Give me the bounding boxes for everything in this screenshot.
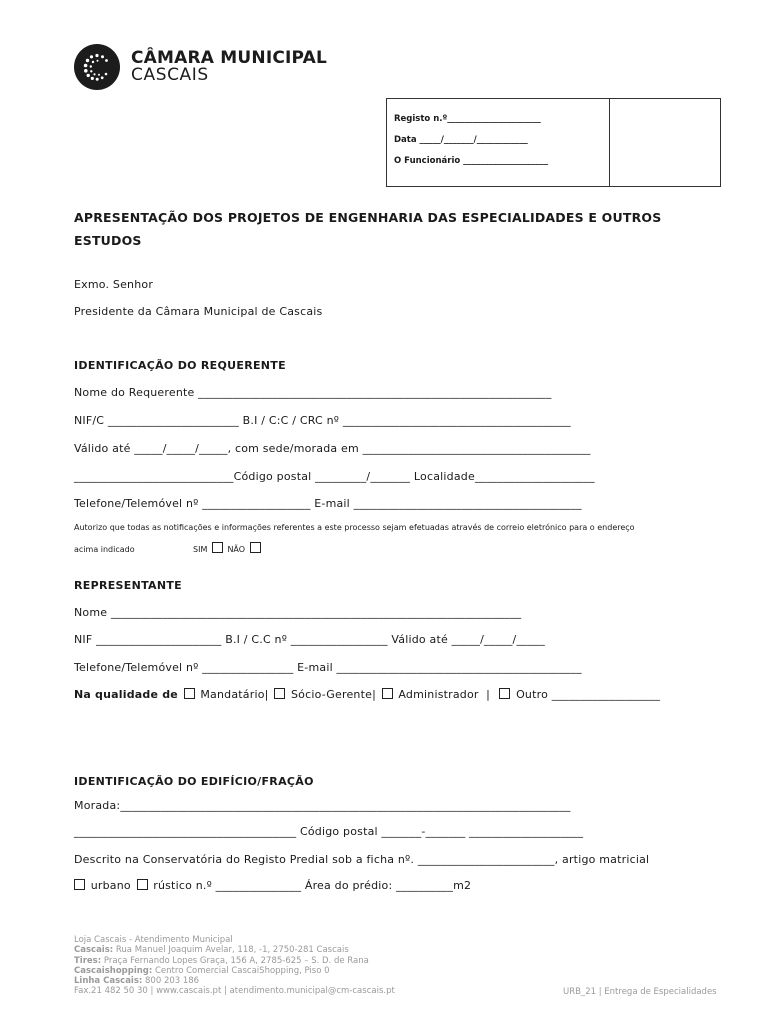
qualidade-row [74,688,660,701]
sim-label: SIM [193,545,208,554]
representante-nif-field[interactable]: NIF ______________________ B.I / C.C nº _________________ Válido até _____/_____/_____ [74,633,545,646]
requerente-valido-field[interactable]: Válido até _____/_____/_____, com sede/morada em ________________________________________ [74,442,591,455]
registo-predial-field[interactable]: Descrito na Conservatória do Registo Predial sob a ficha nº. ________________________, artigo matricial [74,853,650,866]
recipient: Presidente da Câmara Municipal de Cascais [74,305,323,318]
footer-contacts [74,935,395,997]
section-heading-edificio: IDENTIFICAÇÃO DO EDIFÍCIO/FRAÇÃO [74,775,314,788]
socio-gerente-label: Sócio-Gerente| [290,688,376,701]
section-heading-representante: REPRESENTANTE [74,579,182,592]
mandatario-checkbox[interactable] [184,688,195,699]
requerente-nome-field[interactable]: Nome do Requerente ______________________________________________________________ [74,386,552,399]
nao-checkbox[interactable] [250,542,261,553]
requerente-telefone-field[interactable]: Telefone/Telemóvel nº ___________________ E-mail ________________________________________ [74,497,582,510]
edificio-morada-field[interactable]: Morada:_______________________________________________________________________________ [74,799,571,812]
urbano-checkbox[interactable] [74,879,85,890]
outro-field[interactable]: Outro ___________________ [516,688,661,701]
nao-label: NÃO [227,545,246,554]
cascais-logo-icon [74,44,120,90]
separator: | [486,688,490,701]
registry-employee: O Funcionário ____________________ [394,156,549,166]
footer-fax: Fax.21 482 50 30 | www.cascais.pt | atendimento.municipal@cm-cascais.pt [74,986,395,997]
registry-number: Registo n.º______________________ [394,114,541,124]
document-reference: URB_21 | Entrega de Especialidades [563,987,717,997]
rustico-checkbox[interactable] [137,879,148,890]
requerente-nif-field[interactable]: NIF/C _______________________ B.I / C:C / CRC nº ________________________________________ [74,414,571,427]
greeting: Exmo. Senhor [74,278,154,291]
sim-checkbox[interactable] [212,542,223,553]
registry-divider [609,99,610,186]
logo-title: CÂMARA MUNICIPAL [131,48,328,68]
qualidade-label: Na qualidade de [74,688,178,701]
document-title-line1: APRESENTAÇÃO DOS PROJETOS DE ENGENHARIA DAS ESPECIALIDADES E OUTROS [74,210,662,225]
footer-loja: Loja Cascais - Atendimento Municipal [74,935,233,945]
email-authorization-text: Autorizo que todas as notificações e informações referentes a este processo sejam efetuadas através de correio eletrónico para o endereço [74,523,635,532]
mandatario-label: Mandatário| [200,688,269,701]
outro-checkbox[interactable] [499,688,510,699]
logo-subtitle: CASCAIS [131,65,209,85]
footer-linha: Linha Cascais: 800 203 186 [74,976,200,987]
registry-date: Data _____/_______/____________ [394,135,528,145]
section-heading-requerente: IDENTIFICAÇÃO DO REQUERENTE [74,359,286,372]
rustico-field[interactable]: rústico n.º _______________ Área do prédio: __________m2 [153,879,472,892]
requerente-codigo-field[interactable]: ____________________________Código postal _________/_______ Localidade_____________________ [74,470,595,483]
administrador-checkbox[interactable] [382,688,393,699]
footer-cascaishopping: Cascaishopping: Centro Comercial CascaiShopping, Piso 0 [74,965,330,976]
footer-cascais: Cascais: Rua Manuel Joaquim Avelar, 118, -1, 2750-281 Cascais [74,945,349,956]
tipo-predio-row [74,879,471,892]
document-title-line2: ESTUDOS [74,233,142,248]
footer-tires: Tires: Praça Fernando Lopes Graça, 156 A, 2785-625 – S. D. de Rana [74,955,369,966]
socio-gerente-checkbox[interactable] [274,688,285,699]
edificio-codigo-field[interactable]: _______________________________________ Código postal _______-_______ ____________________ [74,825,584,838]
email-authorization-options [193,542,263,554]
administrador-label: Administrador [398,688,479,701]
urbano-label: urbano [90,879,131,892]
representante-nome-field[interactable]: Nome ________________________________________________________________________ [74,606,522,619]
email-authorization-text-2: acima indicado [74,545,135,554]
registry-box [386,98,721,187]
representante-telefone-field[interactable]: Telefone/Telemóvel nº ________________ E-mail ___________________________________________ [74,661,582,674]
